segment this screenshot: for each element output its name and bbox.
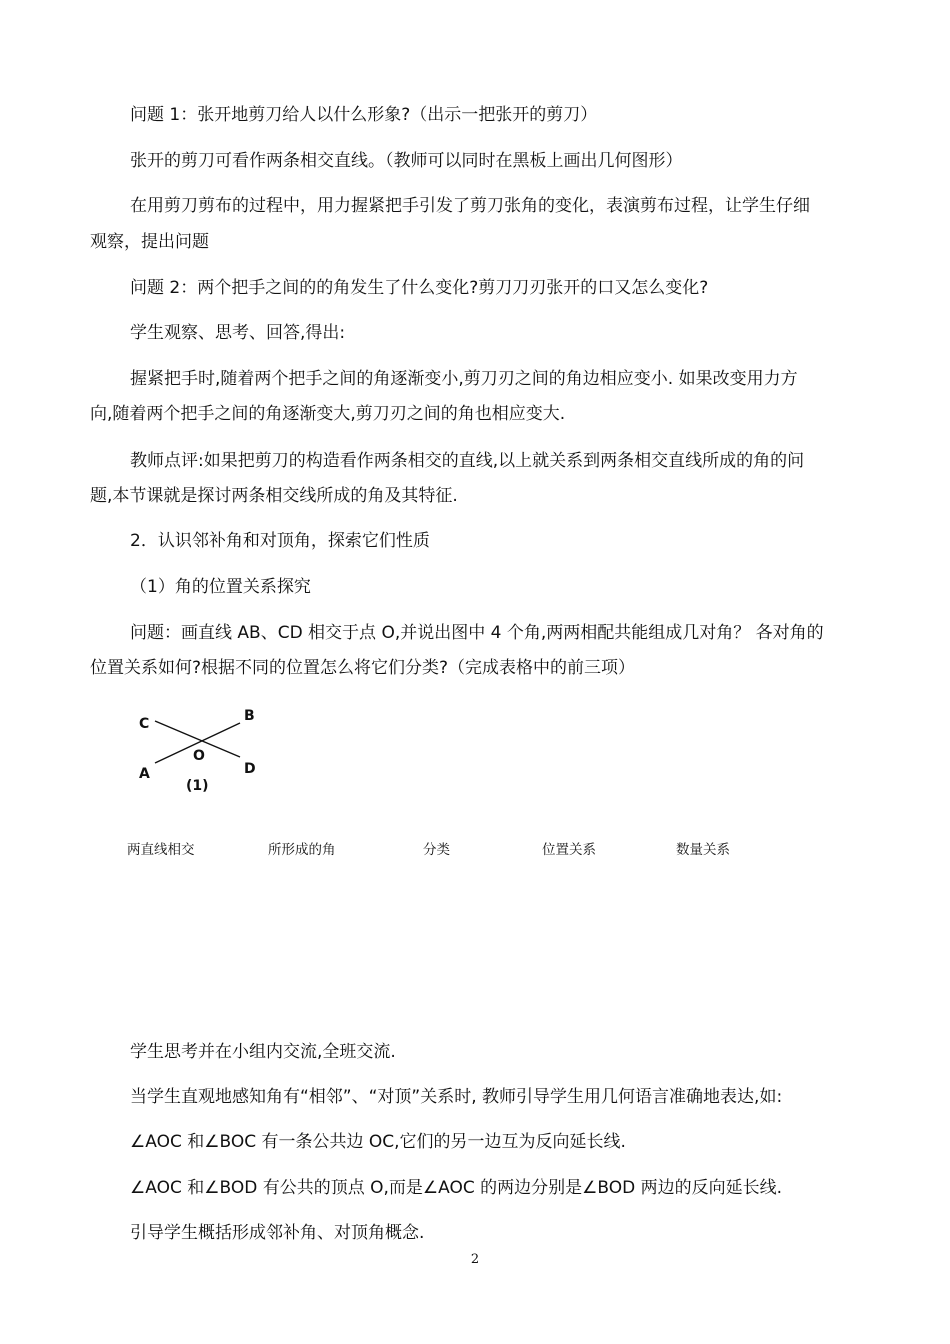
table-header-cell: 分类 [423, 842, 450, 858]
paragraph: 当学生直观地感知角有“相邻”、“对顶”关系时, 教师引导学生用几何语言准确地表达,如: [130, 1087, 783, 1107]
label-a: A [139, 766, 150, 782]
section-heading: 2．认识邻补角和对顶角，探索它们性质 [130, 531, 430, 551]
label-c: C [139, 716, 150, 732]
paragraph: 在用剪刀剪布的过程中，用力握紧把手引发了剪刀张角的变化，表演剪布过程，让学生仔细 [130, 196, 810, 216]
question-3: 位置关系如何?根据不同的位置怎么将它们分类?（完成表格中的前三项） [90, 658, 636, 678]
paragraph: 学生思考并在小组内交流,全班交流. [130, 1042, 396, 1062]
intersecting-lines-figure [128, 700, 268, 800]
paragraph: 教师点评:如果把剪刀的构造看作两条相交的直线,以上就关系到两条相交直线所成的角的问 [130, 451, 805, 471]
paragraph: 引导学生概括形成邻补角、对顶角概念. [130, 1223, 425, 1243]
page-number: 2 [470, 1252, 480, 1267]
table-header-cell: 数量关系 [676, 842, 730, 858]
table-header-cell: 位置关系 [542, 842, 596, 858]
subsection-heading: （1）角的位置关系探究 [130, 577, 311, 597]
question-2: 问题 2：两个把手之间的的角发生了什么变化?剪刀刀刃张开的口又怎么变化? [130, 278, 709, 298]
paragraph: ∠AOC 和∠BOD 有公共的顶点 O,而是∠AOC 的两边分别是∠BOD 两边的反向延长线. [130, 1178, 783, 1198]
paragraph: 观察，提出问题 [90, 232, 209, 252]
label-d: D [244, 761, 256, 777]
paragraph: 向,随着两个把手之间的角逐渐变大,剪刀刃之间的角也相应变大. [90, 404, 566, 424]
question-1: 问题 1：张开地剪刀给人以什么形象?（出示一把张开的剪刀） [130, 105, 598, 125]
paragraph: 握紧把手时,随着两个把手之间的角逐渐变小,剪刀刃之间的角边相应变小. 如果改变用力方 [130, 369, 798, 389]
label-b: B [244, 708, 255, 724]
paragraph: 学生观察、思考、回答,得出: [130, 323, 346, 343]
figure-caption: (1) [186, 778, 209, 794]
table-header-cell: 两直线相交 [127, 842, 195, 858]
paragraph: 题,本节课就是探讨两条相交线所成的角及其特征. [90, 486, 458, 506]
paragraph: ∠AOC 和∠BOC 有一条公共边 OC,它们的另一边互为反向延长线. [130, 1132, 626, 1152]
question-3: 问题：画直线 AB、CD 相交于点 O,并说出图中 4 个角,两两相配共能组成几对角？ 各对角的 [130, 623, 824, 643]
table-header-cell: 所形成的角 [268, 842, 336, 858]
label-o: O [193, 748, 205, 764]
paragraph: 张开的剪刀可看作两条相交直线。（教师可以同时在黑板上画出几何图形） [130, 151, 683, 171]
